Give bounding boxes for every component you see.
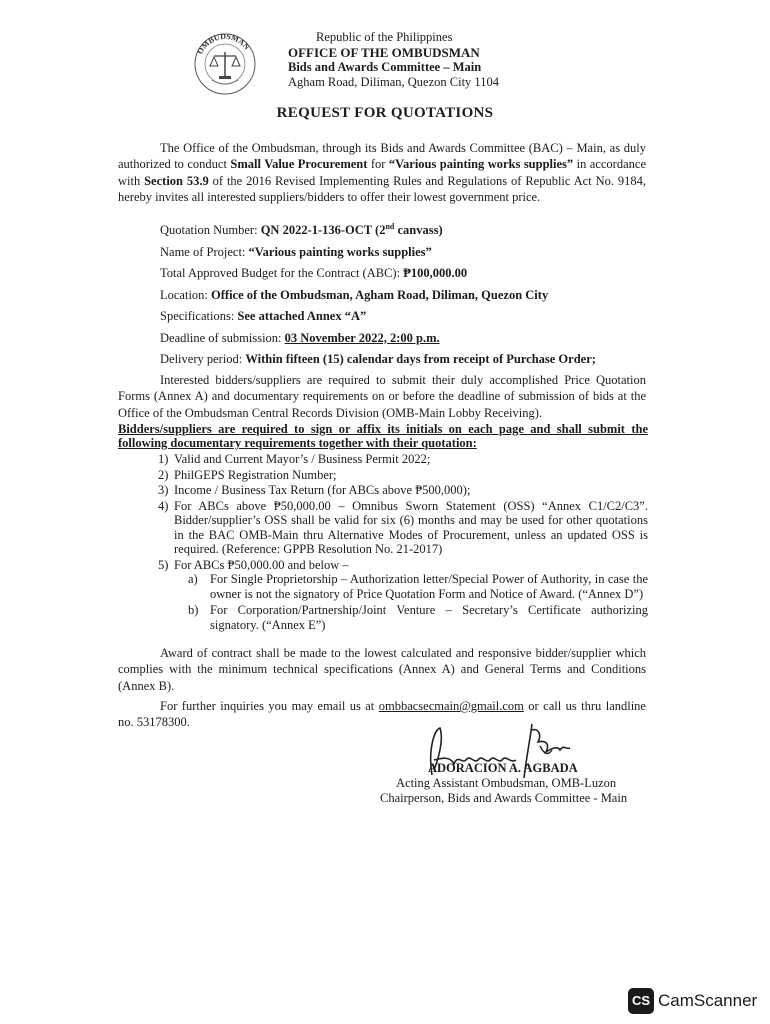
list-item-text: PhilGEPS Registration Number; [174,467,337,482]
field-label: Name of Project: [160,244,249,259]
intro-project-name: “Various painting works supplies” [388,157,574,172]
svg-text:OMBUDSMAN: OMBUDSMAN [195,31,252,56]
location-value: Office of the Ombudsman, Agham Road, Diliman, Quezon City [211,287,549,302]
email-link[interactable]: ombbacsecmain@gmail.com [378,699,524,713]
intro-text-1: The Office of the Ombudsman, through its Bids and Awards Committee (BAC) – Main, as duly authorized to conduct [118,141,646,172]
field-label: Quotation Number: [160,223,261,238]
field-specifications [160,308,660,330]
requirements-heading: Bidders/suppliers are required to sign or affix its initials on each page and shall submit the following documentary requirements together with their quotation: [118,422,648,450]
list-item-number: 1) [158,452,169,466]
inquiries-text: For further inquiries you may email us at [160,699,379,713]
list-item-number: 3) [158,483,169,497]
signatory-name: ADORACION A. AGBADA [428,761,578,775]
list-item-number: 2) [158,467,169,482]
ombudsman-seal-logo [190,28,260,98]
list-item [158,468,648,483]
field-label: Delivery period: [160,352,246,366]
quotation-number-tail: canvass) [394,223,443,238]
intro-section: Section 53.9 [144,173,209,188]
list-item [158,483,648,498]
field-label: Location: [160,287,212,302]
document-title: REQUEST FOR QUOTATIONS [276,105,494,121]
quotation-number-sup: nd [385,222,395,231]
intro-paragraph [118,140,646,205]
sub-requirements-list [174,572,648,632]
field-delivery [160,351,660,373]
quotation-number-value: QN 2022-1-136-OCT (2 [260,223,386,238]
field-location [160,287,660,309]
deadline-value: 03 November 2022, 2:00 p.m. [284,330,440,345]
sub-list-item-text: For Single Proprietorship – Authorization letter/Special Power of Authority, in case the owner is not the signatory of Price Quotation Form and Notice of Award. (“Annex D”) [210,572,648,601]
list-item [158,452,648,467]
intro-text-4: of the 2016 Revised Implementing Rules and Regulations of Republic Act No. 9184, hereby invites all interested suppliers/bidders to offer their lowest government price. [118,173,646,204]
intro-text-3: in accordance with [118,157,646,188]
project-name-value: “Various painting works supplies” [248,244,432,259]
camscanner-watermark [628,988,757,1014]
award-paragraph: Award of contract shall be made to the lowest calculated and responsive bidder/supplier which complies with the minimum technical specifications (Annex A) and General Terms and Conditions (Annex B). [118,646,646,693]
camscanner-label: CamScanner [658,990,758,1010]
camscanner-icon: CS [628,988,654,1014]
requirements-list [158,452,648,634]
list-item-text: Income / Business Tax Return (for ABCs above ₱500,000); [174,483,471,497]
signatory-title: Acting Assistant Ombudsman, OMB-Luzon [396,776,617,790]
intro-procurement-type: Small Value Procurement [230,157,368,172]
field-project-name [160,244,660,266]
sub-list-item-text: For Corporation/Partnership/Joint Venture – Secretary’s Certificate authorizing signatory. (“Annex E”) [210,603,648,632]
submission-paragraph: Interested bidders/suppliers are required to submit their duly accomplished Price Quotation Forms (Annex A) and documentary requirements on or before the deadline of submission of bids at the Office of the Ombudsman Central Records Division (OMB-Main Lobby Receiving). [118,373,646,420]
budget-value: ₱100,000.00 [403,266,468,280]
field-quotation-number [160,222,660,244]
field-budget [160,265,660,287]
field-label: Deadline of submission: [160,330,285,345]
field-label: Total Approved Budget for the Contract (ABC): [160,266,404,280]
list-item [158,558,648,633]
sub-list-item [188,572,648,601]
letterhead [288,30,548,90]
list-item-number: 4) [158,498,169,513]
field-deadline [160,330,660,352]
sub-list-item-letter: a) [188,572,198,586]
list-item-text: For ABCs ₱50,000.00 and below – [174,557,349,572]
inquiries-landline: or call us thru landline no. 53178300. [118,699,646,730]
intro-text-2: for [367,157,389,172]
signatory-committee: Chairperson, Bids and Awards Committee - Main [380,791,628,805]
sub-list-item [188,603,648,632]
delivery-value: Within fifteen (15) calendar days from receipt of Purchase Order; [245,352,596,366]
list-item-number: 5) [158,557,169,572]
list-item [158,499,648,557]
sub-list-item-letter: b) [188,603,199,617]
specifications-value: See attached Annex “A” [237,309,367,323]
letterhead-republic: Republic of the Philippines [316,30,453,44]
list-item-text: Valid and Current Mayor’s / Business Permit 2022; [174,452,431,466]
quotation-details [160,222,660,373]
letterhead-bac: Bids and Awards Committee – Main [288,60,482,74]
letterhead-office: OFFICE OF THE OMBUDSMAN [288,45,480,60]
field-label: Specifications: [160,309,238,323]
list-item-text: For ABCs above ₱50,000.00 – Omnibus Sworn Statement (OSS) “Annex C1/C2/C3”. Bidder/supplier’s OSS shall be valid for six (6) months and may be used for other quotations in the BAC OMB-Main thru Alternative Modes of Procurement, unless an updated OSS is required. (Reference: GPPB Resolution No. 21-2017) [174,498,648,556]
letterhead-address: Agham Road, Diliman, Quezon City 1104 [288,75,499,89]
